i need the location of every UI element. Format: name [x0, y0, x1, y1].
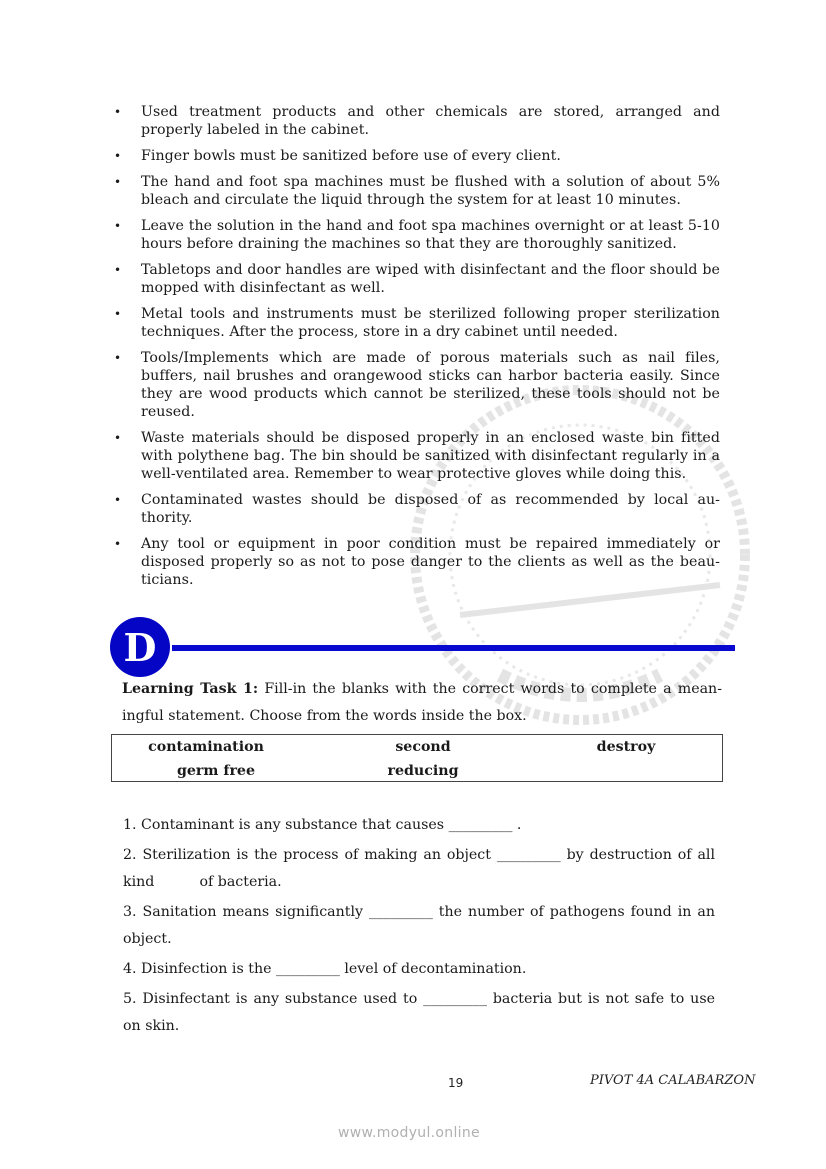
list-item: • The hand and foot spa machines must be flushed with a solution of about 5% bleach and circulate the liquid through the system for at least 10 minutes. — [114, 174, 720, 208]
page-number: 19 — [448, 1076, 464, 1090]
task-instruction: Fill-in the blanks with the correct words to complete a mean-ingful statement. Choose from the words inside the box. — [122, 681, 722, 724]
question-item: 4. Disinfection is the _________ level of decontamination. — [123, 961, 527, 977]
section-divider — [172, 645, 735, 651]
word-choice: reducing — [387, 763, 459, 779]
list-item: • Finger bowls must be sanitized before use of every client. — [114, 148, 561, 164]
section-header — [110, 617, 736, 677]
site-watermark: www.modyul.online — [338, 1125, 480, 1141]
bullet-icon: • — [114, 105, 122, 119]
bullet-icon: • — [114, 263, 122, 277]
question-item: 1. Contaminant is any substance that causes _________ . — [123, 817, 522, 833]
word-choice: destroy — [596, 739, 656, 755]
list-item: • Tabletops and door handles are wiped with disinfectant and the floor should be mopped with disinfectant as well. — [114, 262, 720, 296]
section-letter-badge: D — [110, 617, 170, 677]
list-item: • Used treatment products and other chemicals are stored, arranged and properly labeled in the cabinet. — [114, 104, 720, 138]
question-item: 3. Sanitation means significantly _________ the number of pathogens found in an object. — [123, 904, 715, 947]
bullet-icon: • — [114, 493, 122, 507]
word-choice: second — [395, 739, 451, 755]
word-choice: contamination — [148, 739, 264, 755]
guidelines-list — [114, 103, 720, 597]
list-item: • Tools/Implements which are made of porous materials such as nail files, buffers, nail brushes and orangewood sticks can harbor bacteria easily. Since they are wood products which cannot be sterilized, these tools should not be reused. — [114, 350, 720, 420]
list-item: • Waste materials should be disposed properly in an enclosed waste bin fitted with polythene bag. The bin should be sanitized with disinfectant regularly in a well-ventilated area. Remember to wear protective gloves while doing this. — [114, 430, 720, 482]
word-choice: germ free — [176, 763, 255, 779]
bullet-icon: • — [114, 175, 122, 189]
bullet-icon: • — [114, 431, 122, 445]
bullet-icon: • — [114, 351, 122, 365]
list-item: • Leave the solution in the hand and foot spa machines overnight or at least 5-10 hours before draining the machines so that they are thoroughly sanitized. — [114, 218, 720, 252]
question-item: 2. Sterilization is the process of making an object _________ by destruction of all kind of bacteria. — [123, 847, 715, 890]
bullet-icon: • — [114, 307, 122, 321]
list-item: • Metal tools and instruments must be sterilized following proper sterilization techniques. After the process, store in a dry cabinet until needed. — [114, 306, 720, 340]
bullet-icon: • — [114, 149, 122, 163]
fill-in-questions — [123, 812, 715, 1043]
learning-task-instructions — [122, 676, 722, 730]
bullet-icon: • — [114, 219, 122, 233]
footer-pivot-label: PIVOT 4A CALABARZON — [590, 1073, 756, 1088]
list-item: • Contaminated wastes should be disposed of as recommended by local au-thority. — [114, 492, 720, 526]
question-item: 5. Disinfectant is any substance used to _________ bacteria but is not safe to use on skin. — [123, 991, 715, 1034]
word-box — [111, 734, 723, 782]
list-item: • Any tool or equipment in poor condition must be repaired immediately or disposed properly so as not to pose danger to the clients as well as the beau-ticians. — [114, 536, 720, 588]
bullet-icon: • — [114, 537, 122, 551]
task-title: Learning Task 1: — [122, 681, 259, 697]
